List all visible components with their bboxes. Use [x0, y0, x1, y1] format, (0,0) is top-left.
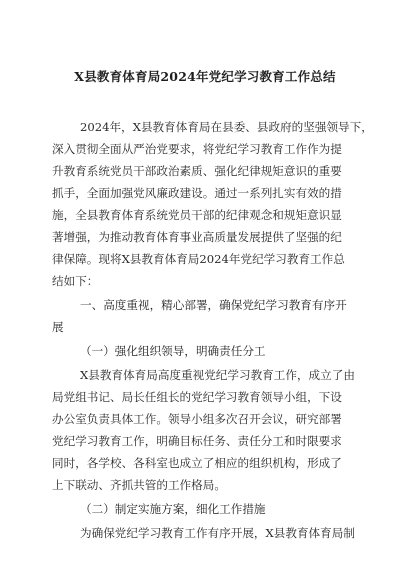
intro-line: 施，全县教育体育系统党员干部的纪律观念和规矩意识显 [52, 208, 342, 222]
intro-line: 深入贯彻全面从严治党要求，将党纪学习教育工作作为提 [52, 142, 342, 156]
intro-line: 著增强，为推动教育体育事业高质量发展提供了坚强的纪 [52, 230, 342, 244]
body-line: 党纪学习教育工作，明确目标任务、责任分工和时限要求 [52, 434, 342, 448]
body-line: 办公室负责具体工作。领导小组多次召开会议，研究部署 [52, 412, 342, 426]
body-line: 同时，各学校、各科室也成立了相应的组织机构，形成了 [52, 456, 342, 470]
intro-line: 2024年，X县教育体育局在县委、县政府的坚强领导下， [80, 120, 373, 134]
body-line: 上下联动、齐抓共管的工作格局。 [52, 478, 226, 492]
section-heading: 一、高度重视，精心部署，确保党纪学习教育有序开 [80, 298, 347, 312]
intro-line: 律保障。现将X县教育体育局2024年党纪学习教育工作总 [52, 252, 345, 266]
body-line: 局党组书记、局长任组长的党纪学习教育领导小组，下设 [52, 390, 342, 404]
subsection-heading: （二）制定实施方案，细化工作措施 [80, 502, 266, 516]
intro-line: 升教育系统党员干部政治素质、强化纪律规矩意识的重要 [52, 164, 342, 178]
section-heading: 展 [52, 320, 64, 334]
intro-line: 抓手，全面加强党风廉政建设。通过一系列扎实有效的措 [52, 186, 342, 200]
body-line: 为确保党纪学习教育工作有序开展，X县教育体育局制 [80, 526, 355, 540]
intro-line: 结如下： [52, 274, 99, 288]
body-line: X县教育体育局高度重视党纪学习教育工作，成立了由 [80, 368, 355, 382]
subsection-heading: （一）强化组织领导，明确责任分工 [80, 344, 266, 358]
document-title: X县教育体育局2024年党纪学习教育工作总结 [74, 69, 336, 84]
